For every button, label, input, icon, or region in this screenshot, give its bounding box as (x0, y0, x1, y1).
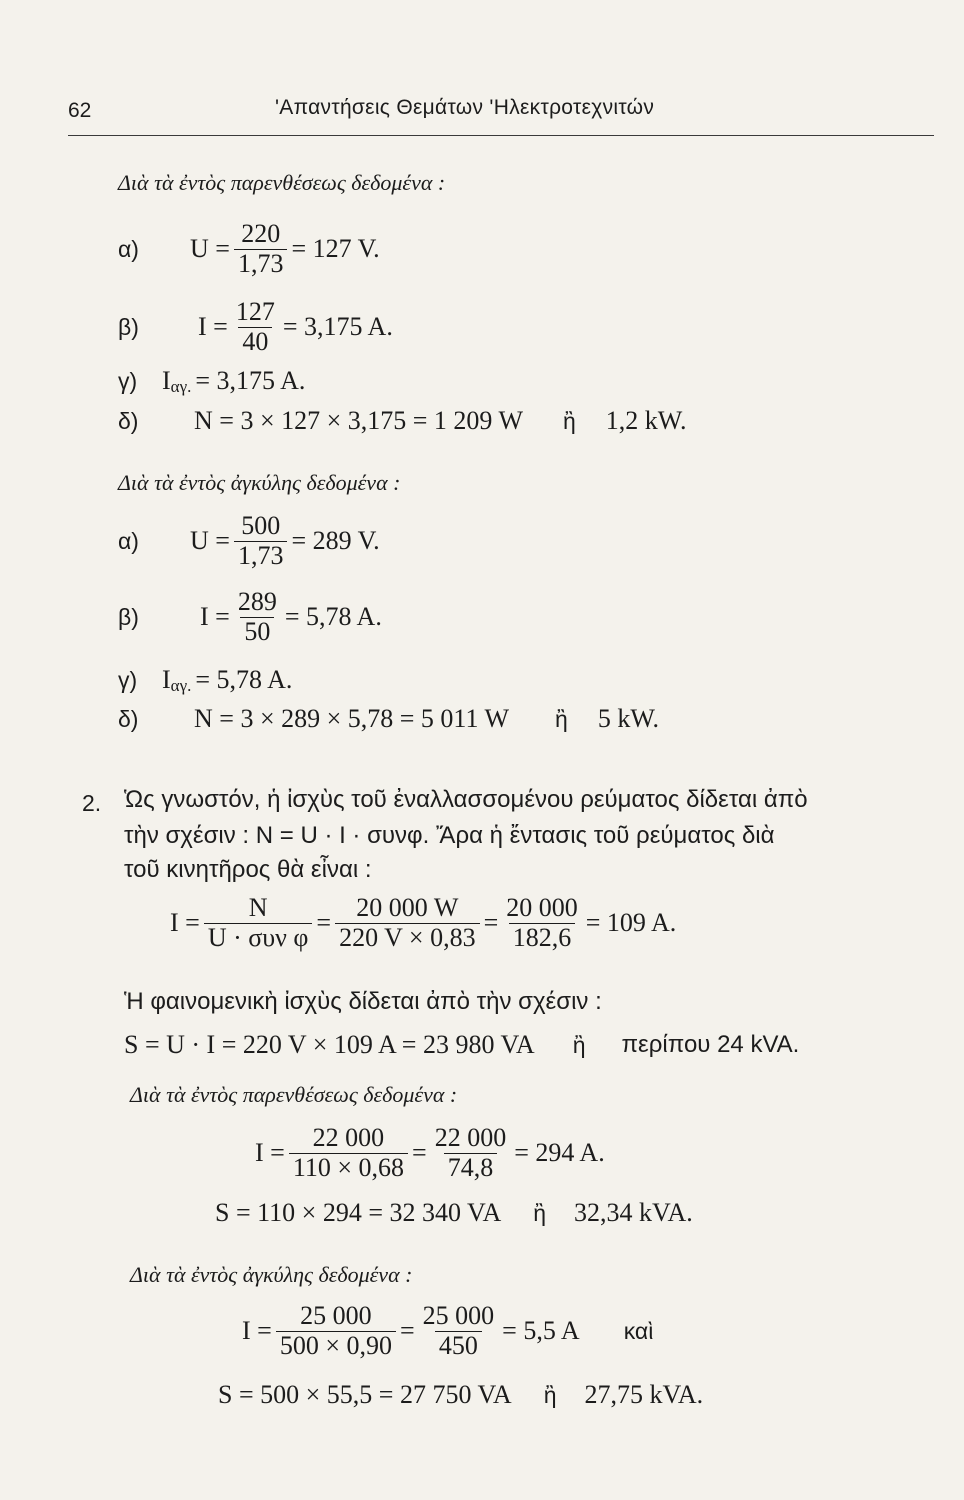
expression: S = 110 × 294 = 32 340 VA (215, 1198, 502, 1227)
numerator: 220 (241, 219, 281, 248)
section-a-delta (118, 406, 686, 436)
fraction-2 (335, 894, 480, 952)
or-word: ἢ (563, 407, 576, 434)
equals: = (400, 1316, 415, 1346)
running-title: 'Απαντήσεις Θεμάτων 'Ηλεκτροτεχνιτών (275, 96, 655, 119)
section-a-heading: Διὰ τὰ ἐντὸς παρενθέσεως δεδομένα : (118, 170, 446, 195)
item-label: β) (118, 603, 139, 630)
fraction-2 (419, 1302, 499, 1360)
or-word: ἢ (572, 1031, 586, 1058)
lhs: I = (242, 1316, 272, 1346)
section-b-gamma (118, 665, 292, 695)
item-label: β) (118, 313, 139, 340)
lhs: I = (198, 312, 228, 342)
section-d-power (218, 1380, 703, 1410)
lhs: I = (255, 1138, 285, 1168)
lhs: I (162, 366, 171, 395)
denominator: 450 (435, 1331, 482, 1361)
expression: S = U · I = 220 V × 109 A = 23 980 VA (124, 1030, 535, 1059)
lhs: U = (190, 234, 230, 264)
denominator: 74,8 (444, 1153, 498, 1183)
rhs: = 127 V. (291, 234, 380, 264)
section-c-power (215, 1198, 693, 1228)
subscript: αγ. (170, 676, 192, 695)
fraction-1 (276, 1302, 396, 1360)
numerator: 127 (235, 297, 275, 326)
section-a-gamma (118, 366, 305, 396)
denominator: 40 (238, 327, 272, 357)
rhs: = 294 A. (514, 1138, 605, 1168)
denominator: 50 (240, 617, 274, 647)
header-rule (68, 135, 934, 136)
section-c-current (255, 1124, 605, 1182)
numerator: N (248, 893, 268, 922)
alt-value: 32,34 kVA. (574, 1198, 693, 1227)
rhs: = 3,175 A. (195, 366, 306, 395)
fraction (234, 512, 288, 570)
fraction-3 (502, 894, 582, 952)
denominator: 110 × 0,68 (289, 1153, 408, 1183)
denominator: U · συν φ (204, 923, 313, 953)
numerator: 20 000 W (356, 893, 459, 922)
section-d-current (242, 1302, 653, 1360)
subscript: αγ. (170, 377, 192, 396)
item-label: α) (118, 527, 139, 554)
item-label: γ) (118, 367, 138, 394)
lhs: I (162, 665, 171, 694)
apparent-power-line (124, 1030, 799, 1060)
problem-number: 2. (82, 790, 102, 816)
section-a-beta (118, 298, 393, 356)
current-formula (170, 894, 676, 952)
section-b-delta (118, 704, 659, 734)
problem2-line1: Ὡς γνωστόν, ἡ ἰσχὺς τοῦ ἐναλλασσομένου ρεύματος δίδεται ἀπὸ (124, 786, 808, 813)
denominator: 220 V × 0,83 (335, 923, 480, 953)
alt-value: 5 kW. (597, 704, 659, 733)
page-number: 62 (68, 99, 92, 122)
section-b-beta (118, 588, 382, 646)
denominator: 500 × 0,90 (276, 1331, 396, 1361)
section-a-alpha (118, 220, 380, 278)
section-c-heading: Διὰ τὰ ἐντὸς παρενθέσεως δεδομένα : (130, 1082, 458, 1107)
expression: N = 3 × 289 × 5,78 = 5 011 W (194, 704, 510, 733)
fraction-1 (204, 894, 313, 952)
fraction (234, 220, 288, 278)
lhs: I = (200, 602, 230, 632)
numerator: 22 000 (312, 1123, 385, 1152)
section-b-heading: Διὰ τὰ ἐντὸς ἀγκύλης δεδομένα : (118, 470, 401, 495)
item-label: δ) (118, 705, 139, 732)
rhs: = 5,78 A. (284, 602, 382, 632)
fraction-2 (431, 1124, 511, 1182)
or-word: ἢ (555, 705, 568, 732)
numerator: 25 000 (300, 1301, 372, 1330)
item-label: γ) (118, 666, 138, 693)
numerator: 25 000 (422, 1301, 495, 1330)
or-word: ἢ (543, 1381, 557, 1408)
numerator: 500 (241, 511, 281, 540)
fraction (232, 298, 279, 356)
alt-value: 27,75 kVA. (584, 1380, 704, 1409)
denominator: 1,73 (234, 541, 288, 571)
equals: = (483, 908, 499, 938)
or-word: ἢ (533, 1199, 547, 1226)
denominator: 1,73 (234, 249, 288, 279)
and-word: καὶ (623, 1317, 654, 1344)
denominator: 182,6 (509, 923, 576, 953)
rhs: = 5,78 A. (195, 665, 293, 694)
section-b-alpha (118, 512, 380, 570)
rhs: = 5,5 A (502, 1316, 580, 1346)
numerator: 22 000 (434, 1123, 507, 1152)
problem2-line3: τοῦ κινητῆρος θὰ εἶναι : (124, 856, 372, 883)
equals: = (316, 908, 332, 938)
expression: N = 3 × 127 × 3,175 = 1 209 W (194, 406, 523, 435)
expression: S = 500 × 55,5 = 27 750 VA (218, 1380, 512, 1409)
problem2-line2: τὴν σχέσιν : N = U · I · συνφ. Ἄρα ἡ ἔντασις τοῦ ρεύματος διὰ (124, 822, 775, 849)
fraction (234, 588, 281, 646)
alt-value: περίπου 24 kVA. (621, 1031, 800, 1058)
item-label: α) (118, 235, 139, 262)
item-label: δ) (118, 407, 139, 434)
rhs: = 3,175 A. (282, 312, 393, 342)
equals: = (412, 1138, 427, 1168)
fraction-1 (289, 1124, 408, 1182)
numerator: 20 000 (506, 893, 578, 922)
numerator: 289 (237, 587, 277, 616)
lhs: I = (170, 908, 200, 938)
section-d-heading: Διὰ τὰ ἐντὸς ἀγκύλης δεδομένα : (130, 1262, 413, 1287)
rhs: = 109 A. (585, 908, 677, 938)
alt-value: 1,2 kW. (605, 406, 687, 435)
rhs: = 289 V. (291, 526, 380, 556)
lhs: U = (190, 526, 230, 556)
apparent-power-intro: Ἡ φαινομενικὴ ἰσχὺς δίδεται ἀπὸ τὴν σχέσιν : (124, 988, 602, 1015)
